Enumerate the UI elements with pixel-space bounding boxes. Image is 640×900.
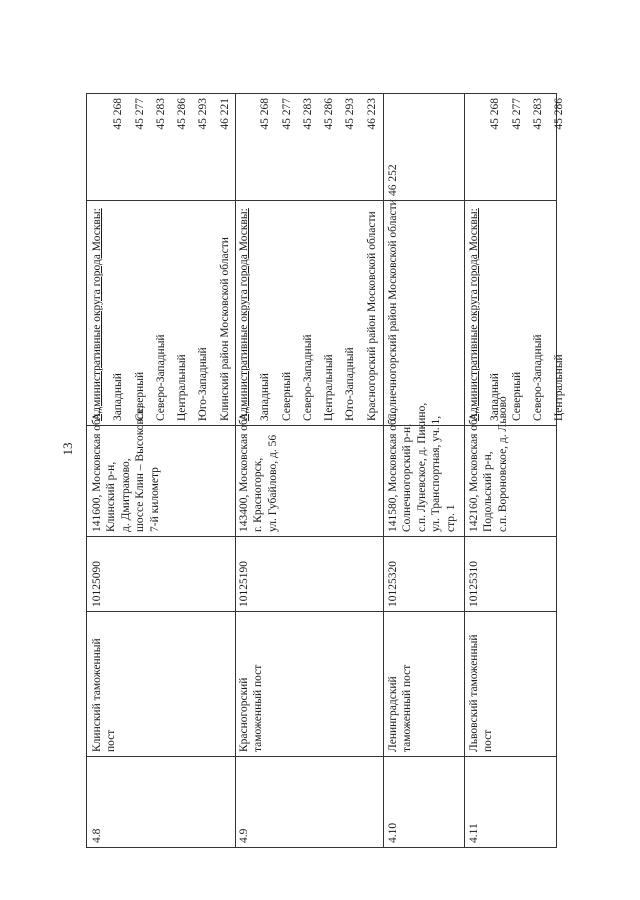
post-name: Красногорский таможенный пост — [234, 612, 383, 757]
post-name: Ленинградский таможенный пост — [383, 612, 464, 757]
customs-posts-table — [86, 93, 566, 848]
okato-codes: 45 268 45 277 45 283 45 286 — [464, 93, 556, 201]
okato-codes: 46 252 — [383, 93, 464, 201]
post-address: 141580, Московская обл., Солнечногорский р-н, с.п. Луневское, д. Пикино, ул. Транспортная, уч. 1, стр. 1 — [383, 426, 464, 537]
post-name: Клинский таможенный пост — [87, 612, 235, 757]
okato-codes: 45 268 45 277 45 283 45 286 45 293 46 223 — [234, 93, 383, 201]
post-address: 143400, Московская обл., г. Красногорск, ул. Губайлово, д. 56 — [234, 426, 383, 537]
district-list: Административные округа города Москвы: Западный Северный Северо-Западный Центральный Юго-Западный Клинский район Московской области — [87, 201, 235, 426]
district-list: Солнечногорский район Московской области — [383, 201, 464, 426]
row-number: 4.8 — [87, 757, 235, 848]
row-number: 4.9 — [234, 757, 383, 848]
district-list: Административные округа города Москвы: Западный Северный Северо-Западный Центральный Юго-Западный Красногорский район Московской области — [234, 201, 383, 426]
table-row — [464, 93, 566, 848]
page-number: 13 — [60, 442, 75, 456]
row-number: 4.10 — [383, 757, 464, 848]
table-row — [383, 93, 465, 848]
post-name: Львовский таможенный пост — [464, 612, 556, 757]
post-address: 142160, Московская обл., Подольский р-н, с.п. Вороновское, д. Львово — [464, 426, 556, 537]
post-code: 10125310 — [464, 537, 556, 612]
post-address: 141600, Московская обл., Клинский р-н, д. Дмитраково, шоссе Клин – Высоковск, 7-й километр — [87, 426, 235, 537]
post-code: 10125090 — [87, 537, 235, 612]
row-number: 4.11 — [464, 757, 556, 848]
post-code: 10125320 — [383, 537, 464, 612]
post-code: 10125190 — [234, 537, 383, 612]
table-row — [86, 93, 236, 848]
table-row — [234, 93, 384, 848]
okato-codes: 45 268 45 277 45 283 45 286 45 293 46 221 — [87, 93, 235, 201]
district-list: Административные округа города Москвы: Западный Северный Северо-Западный Центральный — [464, 201, 556, 426]
